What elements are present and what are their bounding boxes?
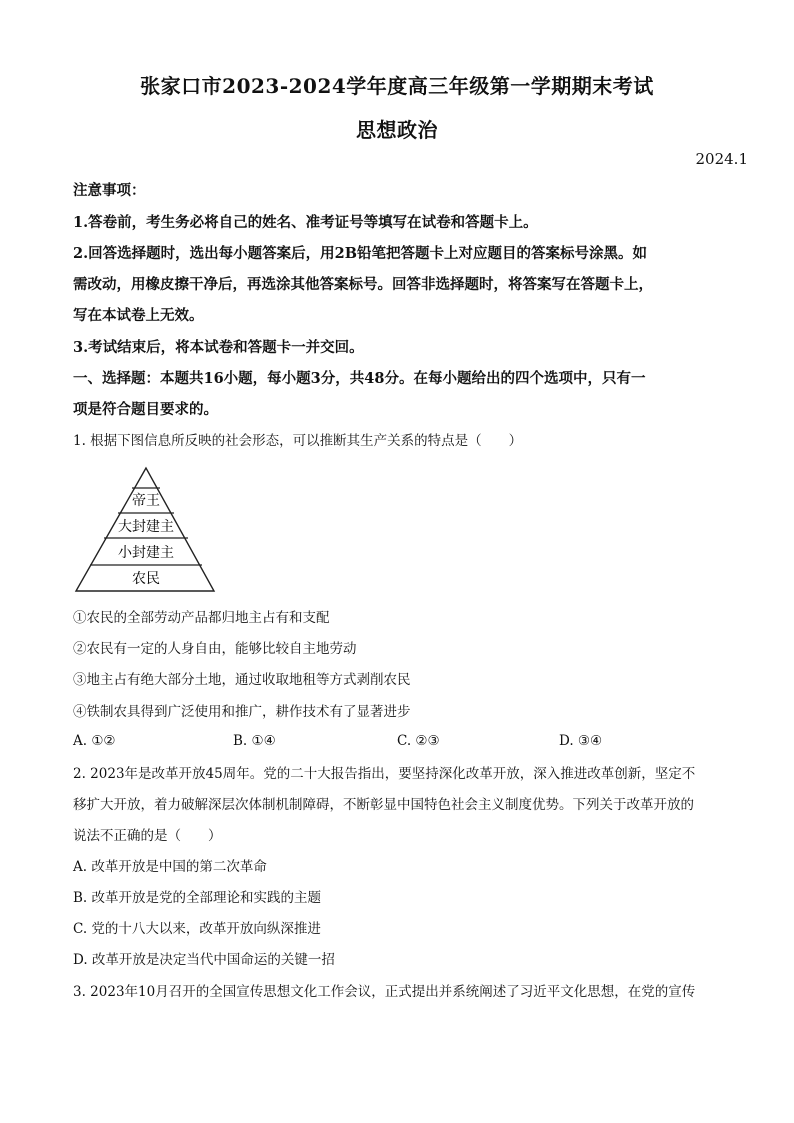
question-2-stem: 说法不正确的是（ ） (73, 828, 222, 844)
exam-title: 张家口市2023-2024学年度高三年级第一学期期末考试 (140, 74, 654, 98)
note-item: 写在本试卷上无效。 (73, 307, 204, 324)
pyramid-level-minor-lords: 小封建主 (118, 545, 174, 561)
q1-option-c[interactable]: C. ②③ (397, 733, 440, 749)
q1-statement: ③地主占有绝大部分土地，通过收取地租等方式剥削农民 (73, 672, 411, 688)
q2-option-b[interactable]: B. 改革开放是党的全部理论和实践的主题 (73, 890, 322, 906)
exam-date: 2024.1 (695, 150, 748, 168)
q1-options (73, 733, 723, 753)
q1-statement: ④铁制农具得到广泛使用和推广，耕作技术有了显著进步 (73, 704, 411, 720)
subject-title: 思想政治 (356, 118, 438, 142)
q1-option-b[interactable]: B. ①④ (233, 733, 276, 749)
q1-option-d[interactable]: D. ③④ (559, 733, 603, 749)
q2-option-d[interactable]: D. 改革开放是决定当代中国命运的关键一招 (73, 952, 335, 968)
question-3-stem: 3. 2023年10月召开的全国宣传思想文化工作会议，正式提出并系统阐述了习近平文化思想，在党的宣传 (73, 984, 696, 1000)
question-1-stem: 1. 根据下图信息所反映的社会形态，可以推断其生产关系的特点是（ ） (73, 433, 523, 449)
q1-statement: ②农民有一定的人身自由，能够比较自主地劳动 (73, 641, 357, 657)
q2-option-a[interactable]: A. 改革开放是中国的第二次革命 (73, 859, 267, 875)
notes-heading: 注意事项： (73, 182, 146, 199)
q1-statement: ①农民的全部劳动产品都归地主占有和支配 (73, 610, 330, 626)
note-item: 1.答卷前，考生务必将自己的姓名、准考证号等填写在试卷和答题卡上。 (73, 214, 538, 231)
pyramid-level-emperor: 帝王 (132, 493, 160, 509)
note-item: 3.考试结束后，将本试卷和答题卡一并交回。 (73, 339, 364, 356)
pyramid-level-great-lords: 大封建主 (118, 519, 174, 535)
section-heading: 项是符合题目要求的。 (73, 401, 218, 418)
feudal-hierarchy-pyramid (74, 466, 218, 594)
q1-option-a[interactable]: A. ①② (73, 733, 116, 749)
q2-option-c[interactable]: C. 党的十八大以来，改革开放向纵深推进 (73, 921, 321, 937)
note-item: 2.回答选择题时，选出每小题答案后，用2B铅笔把答题卡上对应题目的答案标号涂黑。如 (73, 245, 647, 262)
question-2-stem: 2. 2023年是改革开放45周年。党的二十大报告指出，要坚持深化改革开放，深入推进改革创新，坚定不 (73, 766, 696, 782)
note-item: 需改动，用橡皮擦干净后，再选涂其他答案标号。回答非选择题时，将答案写在答题卡上， (73, 276, 653, 293)
question-2-stem: 移扩大开放，着力破解深层次体制机制障碍，不断彰显中国特色社会主义制度优势。下列关于改革开放的 (73, 797, 694, 813)
section-heading: 一、选择题：本题共16小题，每小题3分，共48分。在每小题给出的四个选项中，只有一 (73, 370, 646, 387)
pyramid-level-peasants: 农民 (132, 571, 160, 587)
